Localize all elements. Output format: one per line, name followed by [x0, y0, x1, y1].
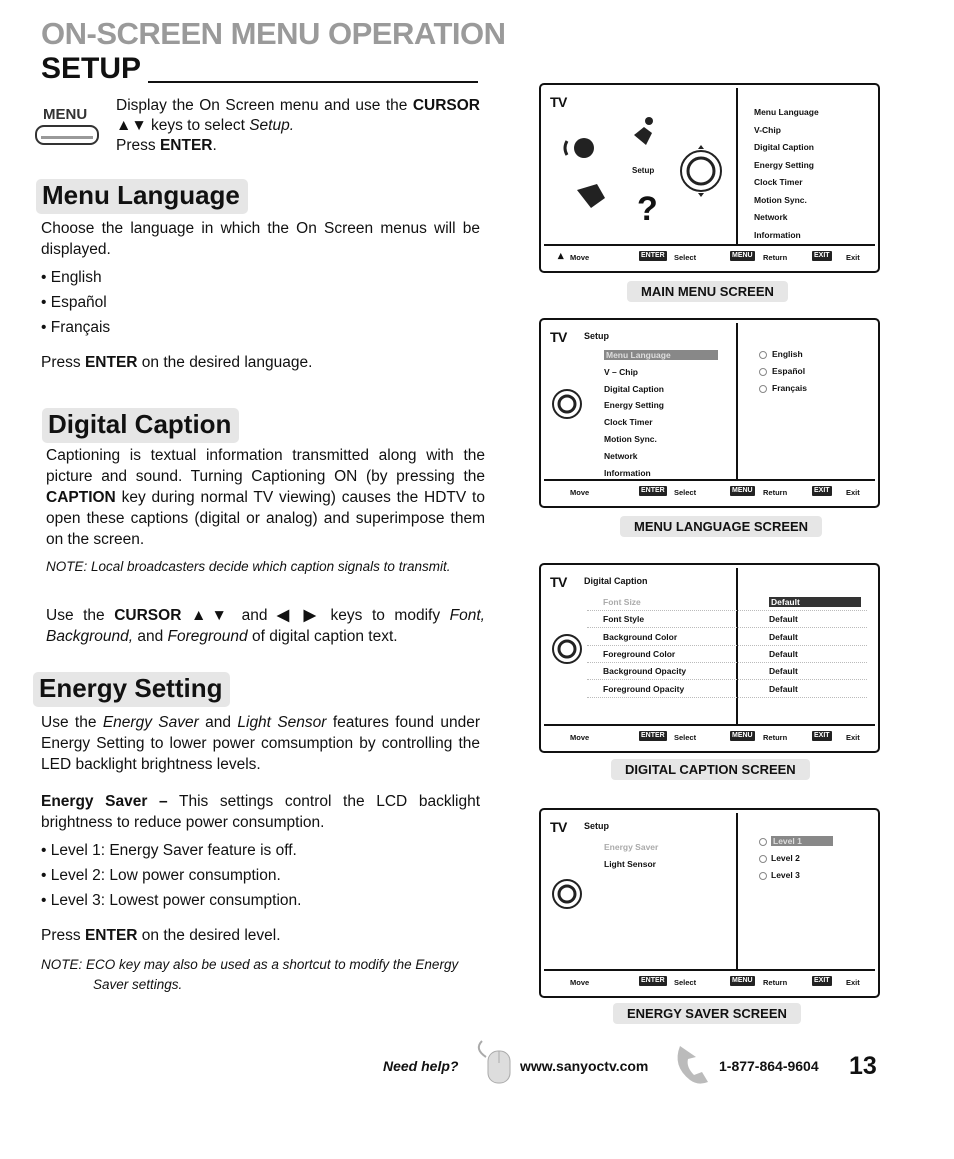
enter-key-icon: ENTER: [641, 487, 665, 494]
control-bar: [544, 479, 875, 503]
menu-item: V-Chip: [754, 124, 781, 135]
energy-press: [41, 925, 281, 946]
language-list: [41, 265, 110, 340]
setting-value: Default: [769, 614, 798, 625]
row-divider: [587, 697, 867, 698]
menu-item: Motion Sync.: [604, 434, 657, 444]
energy-text: features found under Energy Setting to lower power comsumption by controlling the LED backlight brightness levels.: [41, 714, 480, 773]
setup-icon: [549, 386, 585, 422]
breadcrumb: Setup: [584, 331, 610, 341]
row-divider: [587, 610, 867, 611]
tv-label: TV: [550, 94, 567, 110]
caption-text: of digital caption text.: [247, 628, 398, 645]
breadcrumb: Setup: [584, 821, 610, 831]
center-label: Setup: [632, 166, 655, 175]
language-option: Français: [772, 383, 807, 393]
list-item: • Español: [41, 294, 107, 311]
row-divider: [587, 662, 867, 663]
menu-key-box: MENU: [732, 487, 753, 494]
help-icon: ?: [637, 190, 658, 228]
caption-text: keys to modify: [320, 607, 450, 624]
control-bar: [544, 969, 875, 993]
screen-caption: MAIN MENU SCREEN: [627, 281, 788, 302]
enter-key-icon: ENTER: [641, 252, 665, 259]
energy-saver-word: Energy Saver: [102, 714, 199, 731]
menu-item: Motion Sync.: [754, 194, 807, 205]
level-list: [41, 838, 301, 913]
list-item: • Level 3: Lowest power consumption.: [41, 892, 302, 909]
language-option: Español: [772, 366, 806, 376]
radio-icon: [759, 872, 767, 880]
screen-caption: MENU LANGUAGE SCREEN: [620, 516, 822, 537]
digital-caption-heading: Digital Caption: [42, 408, 239, 443]
tv-label: TV: [550, 574, 567, 590]
enter-key: ENTER: [84, 354, 138, 371]
menu-item: Energy Setting: [604, 400, 664, 411]
row-divider: [587, 679, 867, 680]
return-hint: Return: [763, 488, 788, 497]
menu-key-icon: [35, 104, 101, 148]
support-phone: 1-877-864-9604: [719, 1058, 819, 1074]
cursor-key: CURSOR ▲▼: [114, 607, 233, 624]
menu-key-label: MENU: [43, 106, 88, 123]
setting-label: Background Color: [603, 631, 678, 642]
setup-word: Setup.: [249, 117, 295, 134]
return-hint: Return: [763, 253, 788, 262]
note-text: : ECO key may also be used as a shortcut to modify the Energy Saver settings.: [78, 957, 459, 992]
setting-value: Default: [769, 597, 861, 607]
font-word: Font,: [449, 607, 485, 624]
tv-label: TV: [550, 329, 567, 345]
intro-text: [116, 96, 480, 156]
digital-caption-desc: [46, 445, 485, 550]
setting-label: Font Style: [603, 614, 645, 625]
intro-line: Display the On Screen menu and use the: [116, 97, 408, 114]
energy-setting-desc: [41, 712, 480, 775]
enter-key-icon: ENTER: [641, 977, 665, 984]
caption-note: [46, 557, 485, 577]
menu-language-desc: Choose the language in which the On Screen menus will be displayed.: [41, 220, 480, 258]
menu-key-box: MENU: [732, 732, 753, 739]
list-item: • Français: [41, 319, 111, 336]
tv-label: TV: [550, 819, 567, 835]
breadcrumb: Digital Caption: [584, 576, 648, 586]
menu-item: Light Sensor: [604, 858, 656, 869]
return-hint: Return: [763, 733, 788, 742]
press-text: Press: [41, 354, 85, 371]
exit-key-icon: EXIT: [814, 977, 830, 984]
menu-item: Network: [754, 212, 788, 222]
radio-icon: [759, 855, 767, 863]
select-hint: Select: [674, 253, 697, 262]
arrow-keys: ◀ ▶: [277, 607, 321, 624]
menu-item: Clock Timer: [604, 417, 653, 428]
setting-value: Default: [769, 683, 798, 694]
return-hint: Return: [763, 978, 788, 987]
foreground-word: Foreground: [167, 628, 248, 645]
menu-item: Information: [754, 229, 801, 240]
page-number: 13: [849, 1052, 877, 1080]
press-text: Press: [41, 927, 85, 944]
menu-language-press: [41, 352, 312, 373]
setup-icon: [549, 876, 585, 912]
background-word: Background,: [46, 628, 134, 645]
energy-saver-desc: [41, 791, 480, 833]
radio-icon: [759, 368, 767, 376]
energy-text: This settings control the LCD backlight brightness to reduce power consumption.: [41, 793, 481, 831]
mouse-icon: [472, 1037, 514, 1085]
menu-item: Energy Saver: [604, 842, 659, 852]
select-hint: Select: [674, 488, 697, 497]
menu-item: Menu Language: [604, 350, 718, 360]
note-text: : Local broadcasters decide which caption signals to transmit.: [83, 559, 451, 574]
setting-value: Default: [769, 666, 798, 677]
setting-label: Foreground Opacity: [603, 683, 685, 694]
screen-caption: ENERGY SAVER SCREEN: [613, 1003, 801, 1024]
caption-text: and: [133, 628, 168, 645]
caption-text: key during normal TV viewing) causes the HDTV to open these captions (digital or analog) and superimpose them on the screen.: [46, 489, 485, 548]
list-item: • Level 1: Energy Saver feature is off.: [41, 842, 297, 859]
phone-icon: [672, 1042, 716, 1086]
title-rule: [148, 81, 478, 83]
press-tail: on the desired language.: [137, 354, 313, 371]
cursor-key: CURSOR ▲▼: [116, 97, 480, 134]
exit-key-icon: EXIT: [814, 732, 830, 739]
menu-key-box: MENU: [732, 252, 753, 259]
menu-item: Digital Caption: [754, 142, 814, 152]
energy-text: and: [198, 714, 238, 731]
list-item: • English: [41, 269, 102, 286]
move-hint: Move: [570, 488, 590, 497]
caption-cursor-desc: [46, 605, 485, 647]
exit-hint: Exit: [846, 488, 860, 497]
section-title: ON-SCREEN MENU OPERATION: [41, 16, 506, 51]
enter-key-icon: ENTER: [641, 732, 665, 739]
energy-setting-heading: Energy Setting: [33, 672, 230, 707]
setting-label: Font Size: [603, 597, 641, 607]
exit-hint: Exit: [846, 733, 860, 742]
move-hint: Move: [570, 978, 590, 987]
main-menu-screen: [539, 83, 880, 273]
list-item: • Level 2: Low power consumption.: [41, 867, 281, 884]
move-hint: Move: [570, 733, 590, 742]
radio-icon: [759, 838, 767, 846]
energy-text: Use the: [41, 714, 103, 731]
menu-item: Menu Language: [754, 107, 819, 117]
radio-icon: [759, 351, 767, 359]
press-tail: on the desired level.: [137, 927, 281, 944]
enter-key: ENTER: [159, 137, 213, 154]
menu-language-heading: Menu Language: [36, 179, 248, 214]
enter-key: ENTER: [84, 927, 138, 944]
help-text: Need help?: [383, 1058, 459, 1074]
setting-label: Background Opacity: [603, 666, 687, 677]
menu-item: Digital Caption: [604, 383, 664, 394]
setup-icon: [549, 631, 585, 667]
caption-text: and: [232, 607, 278, 624]
exit-hint: Exit: [846, 253, 860, 262]
control-bar: [544, 724, 875, 748]
energy-saver-screen: [539, 808, 880, 998]
note-label: NOTE: [41, 957, 79, 972]
level-option: Level 3: [771, 870, 800, 880]
press-text: Press: [116, 137, 160, 154]
menu-item: Information: [604, 467, 651, 478]
screen-caption: DIGITAL CAPTION SCREEN: [611, 759, 810, 780]
intro-line: keys to select: [146, 117, 250, 134]
menu-item: Network: [604, 450, 638, 461]
radio-icon: [759, 385, 767, 393]
exit-key-icon: EXIT: [814, 252, 830, 259]
menu-item: V – Chip: [604, 366, 639, 377]
select-hint: Select: [674, 733, 697, 742]
period: .: [212, 137, 217, 154]
light-sensor-word: Light Sensor: [237, 714, 327, 731]
setting-label: Foreground Color: [603, 648, 676, 659]
control-bar: ▴ Move ENTER Select MENU Return EXIT Exit: [544, 244, 875, 268]
energy-note: [41, 955, 485, 995]
setting-value: Default: [769, 648, 798, 659]
menu-key-box: MENU: [732, 977, 753, 984]
caption-text: Use the: [46, 607, 115, 624]
level-option: Level 1: [771, 836, 833, 846]
row-divider: [587, 645, 867, 646]
menu-item: Clock Timer: [754, 177, 803, 187]
caption-key: CAPTION: [46, 489, 116, 506]
select-hint: Select: [674, 978, 697, 987]
menu-language-screen: [539, 318, 880, 508]
note-label: NOTE: [46, 559, 84, 574]
digital-caption-screen: [539, 563, 880, 753]
menu-item: Energy Setting: [754, 159, 814, 170]
exit-hint: Exit: [846, 978, 860, 987]
exit-key-icon: EXIT: [814, 487, 830, 494]
caption-text: Captioning is textual information transmitted along with the picture and sound. Turning Captioning ON (by pressing the: [46, 447, 485, 485]
level-option: Level 2: [771, 853, 800, 863]
energy-saver-label: Energy Saver –: [41, 793, 168, 810]
page-title: SETUP: [41, 52, 142, 85]
language-option: English: [772, 349, 803, 359]
support-url[interactable]: www.sanyoctv.com: [520, 1058, 649, 1074]
row-divider: [587, 627, 867, 628]
setting-value: Default: [769, 631, 798, 642]
move-hint: Move: [570, 253, 590, 262]
